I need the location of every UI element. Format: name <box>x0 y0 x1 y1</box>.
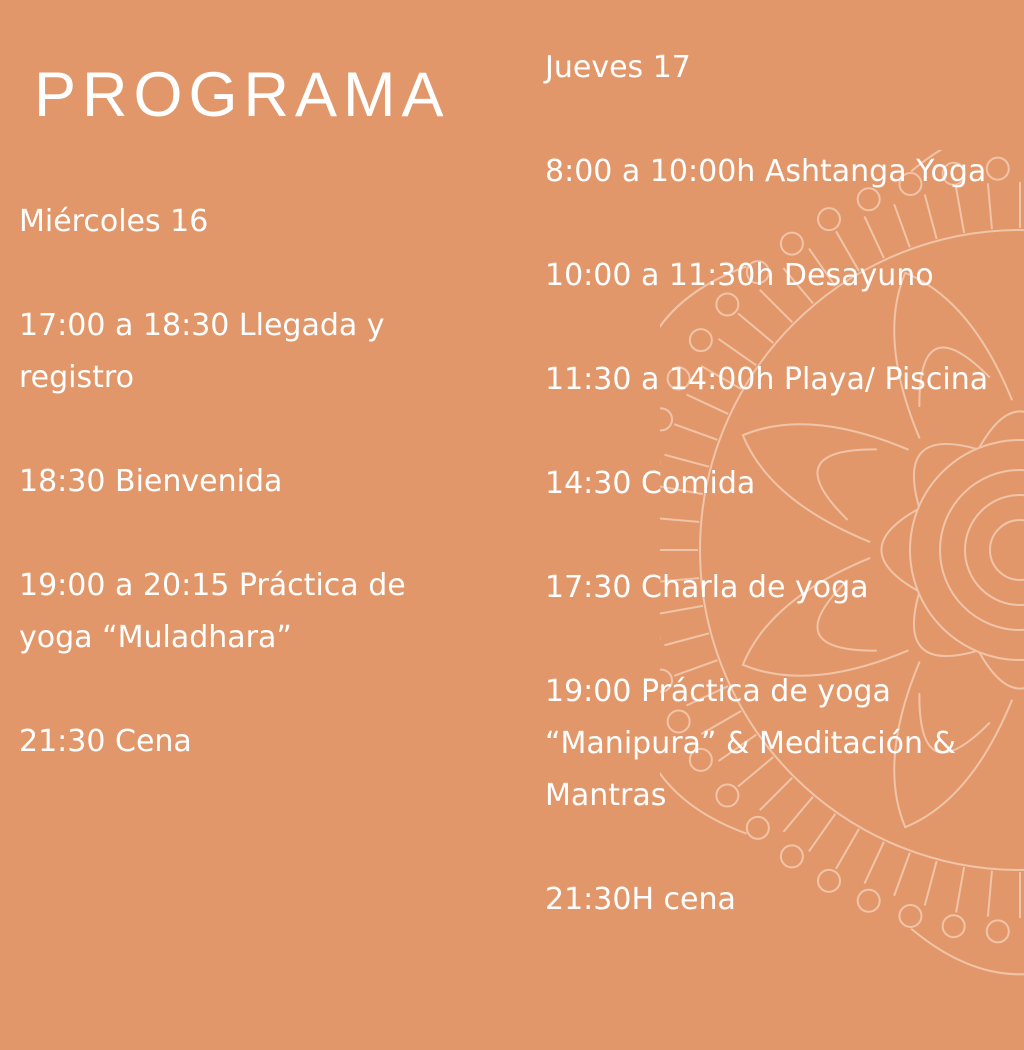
schedule-item: 10:00 a 11:30h Desayuno <box>545 258 934 293</box>
schedule-item: 8:00 a 10:00h Ashtanga Yoga <box>545 154 987 189</box>
schedule-item: 19:00 Práctica de yoga “Manipura” & Meditación & Mantras <box>545 674 956 813</box>
schedule-item: 18:30 Bienvenida <box>19 464 283 499</box>
day-heading: Miércoles 16 <box>19 204 209 239</box>
schedule-item: 17:30 Charla de yoga <box>545 570 869 605</box>
schedule-item: 19:00 a 20:15 Práctica de yoga “Muladhara” <box>19 568 406 655</box>
schedule-item: 11:30 a 14:00h Playa/ Piscina <box>545 362 989 397</box>
schedule-item: 21:30 Cena <box>19 724 192 759</box>
day-column-wednesday <box>19 196 449 768</box>
schedule-item: 14:30 Comida <box>545 466 756 501</box>
day-heading: Jueves 17 <box>545 50 691 85</box>
schedule-item: 17:00 a 18:30 Llegada y registro <box>19 308 385 395</box>
page-title: PROGRAMA <box>34 60 450 130</box>
schedule-item: 21:30H cena <box>545 882 736 917</box>
day-column-thursday <box>545 42 1005 926</box>
